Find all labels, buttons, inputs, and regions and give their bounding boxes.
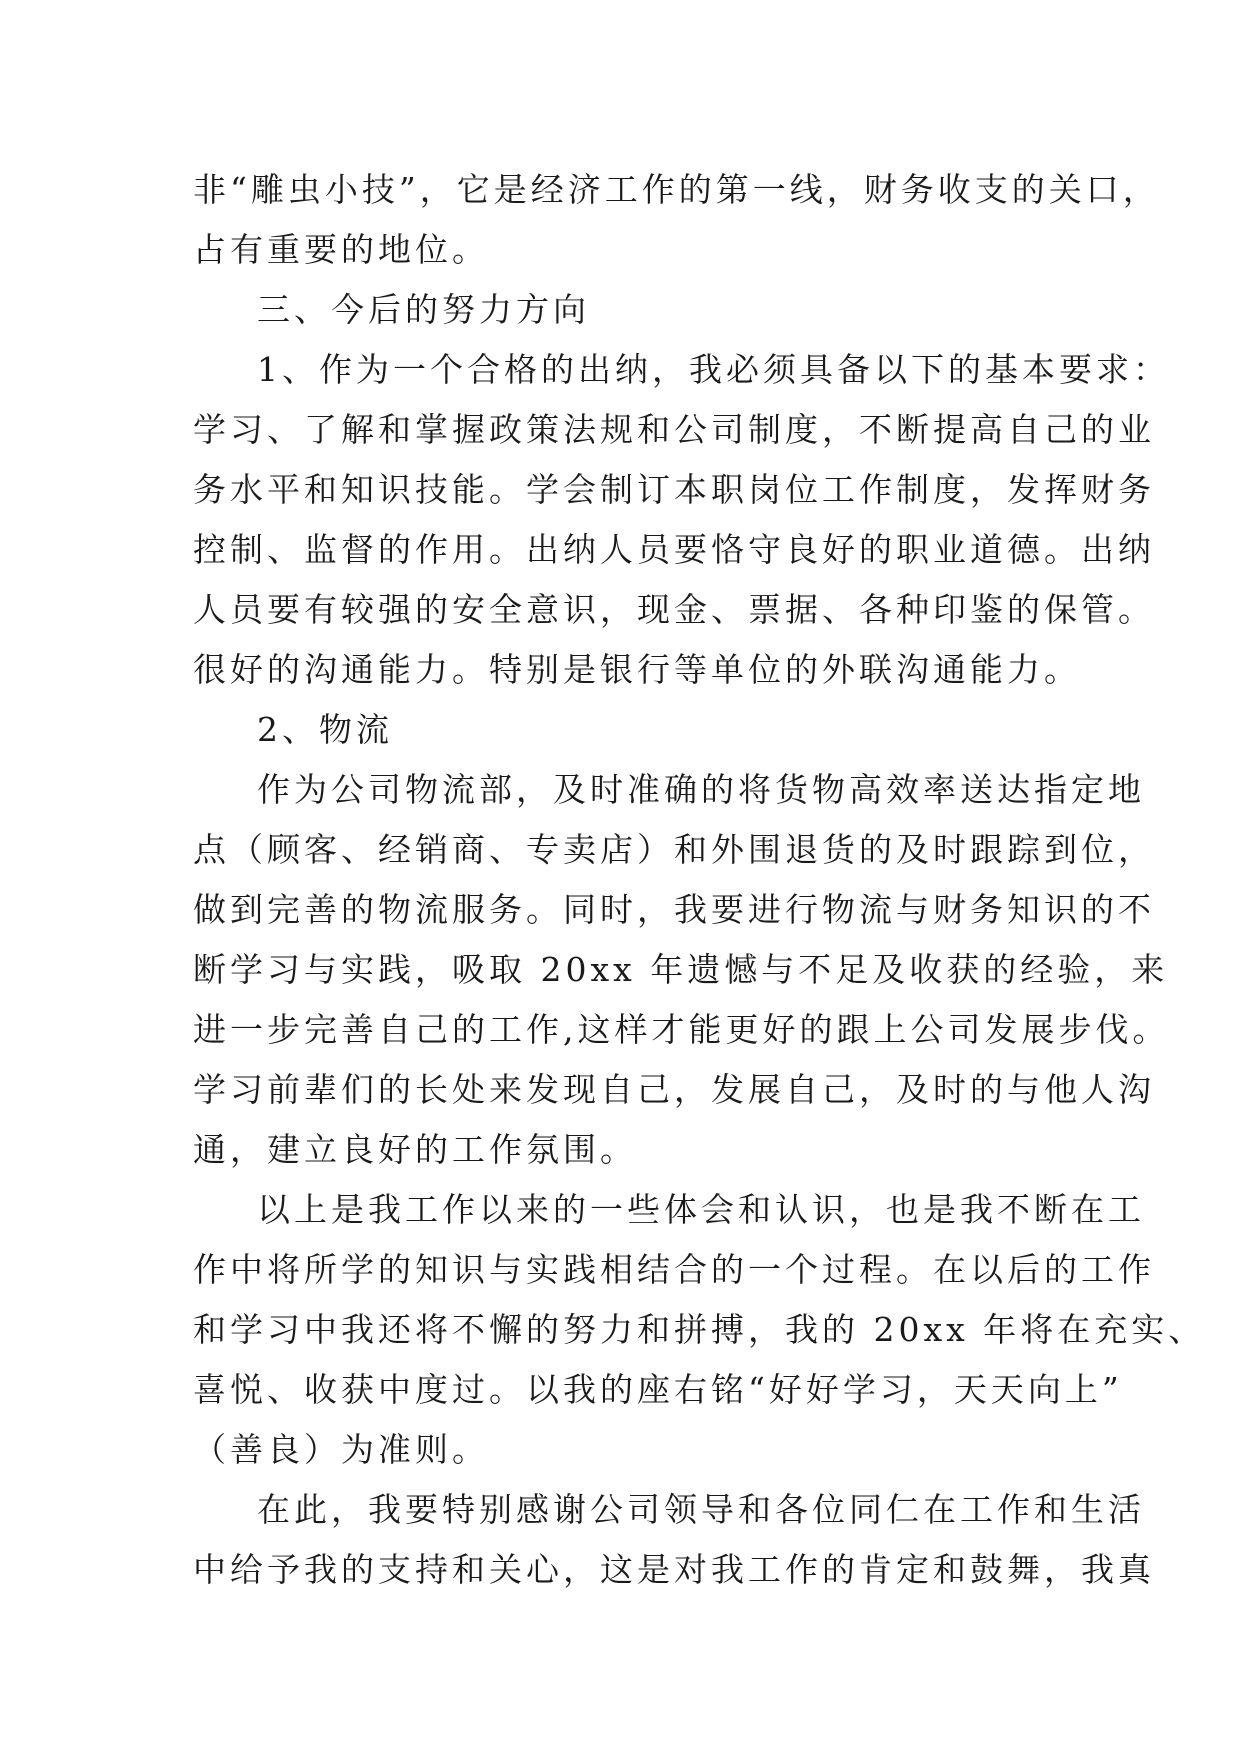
text-line: 喜悦、收获中度过。以我的座右铭“好好学习，天天向上” xyxy=(193,1370,1123,1409)
text-line: 学习前辈们的长处来发现自己，发展自己，及时的与他人沟 xyxy=(193,1070,1155,1109)
text-line: 控制、监督的作用。出纳人员要恪守良好的职业道德。出纳 xyxy=(193,530,1155,569)
text-line: 很好的沟通能力。特别是银行等单位的外联沟通能力。 xyxy=(193,650,1081,689)
body-text xyxy=(193,160,1206,1600)
text-line: 作为公司物流部，及时准确的将货物高效率送达指定地 xyxy=(257,770,1145,809)
text-line: 以上是我工作以来的一些体会和认识，也是我不断在工 xyxy=(257,1190,1145,1229)
text-line: 务水平和知识技能。学会制订本职岗位工作制度，发挥财务 xyxy=(193,470,1155,509)
text-line: 断学习与实践，吸取 20xx 年遗憾与不足及收获的经验，来 xyxy=(193,950,1169,989)
text-line: 和学习中我还将不懈的努力和拼搏，我的 20xx 年将在充实、 xyxy=(193,1310,1206,1349)
text-line: 人员要有较强的安全意识，现金、票据、各种印鉴的保管。 xyxy=(193,590,1155,629)
text-line: 占有重要的地位。 xyxy=(193,230,489,269)
text-line: 学习、了解和掌握政策法规和公司制度，不断提高自己的业 xyxy=(193,410,1155,449)
text-line: 通，建立良好的工作氛围。 xyxy=(193,1130,637,1169)
text-line: 点（顾客、经销商、专卖店）和外围退货的及时跟踪到位， xyxy=(193,830,1155,869)
section-heading: 三、今后的努力方向 xyxy=(257,290,590,329)
subsection-heading: 2、物流 xyxy=(257,710,393,749)
text-line: 1、作为一个合格的出纳，我必须具备以下的基本要求： xyxy=(257,350,1170,389)
text-line: 非“雕虫小技”，它是经济工作的第一线，财务收支的关口， xyxy=(193,170,1160,209)
text-line: 做到完善的物流服务。同时，我要进行物流与财务知识的不 xyxy=(193,890,1155,929)
text-line: 中给予我的支持和关心，这是对我工作的肯定和鼓舞，我真 xyxy=(193,1550,1155,1589)
text-line: 进一步完善自己的工作,这样才能更好的跟上公司发展步伐。 xyxy=(193,1010,1170,1049)
text-line: （善良）为准则。 xyxy=(193,1430,489,1469)
text-line: 在此，我要特别感谢公司领导和各位同仁在工作和生活 xyxy=(257,1490,1145,1529)
text-line: 作中将所学的知识与实践相结合的一个过程。在以后的工作 xyxy=(193,1250,1155,1289)
